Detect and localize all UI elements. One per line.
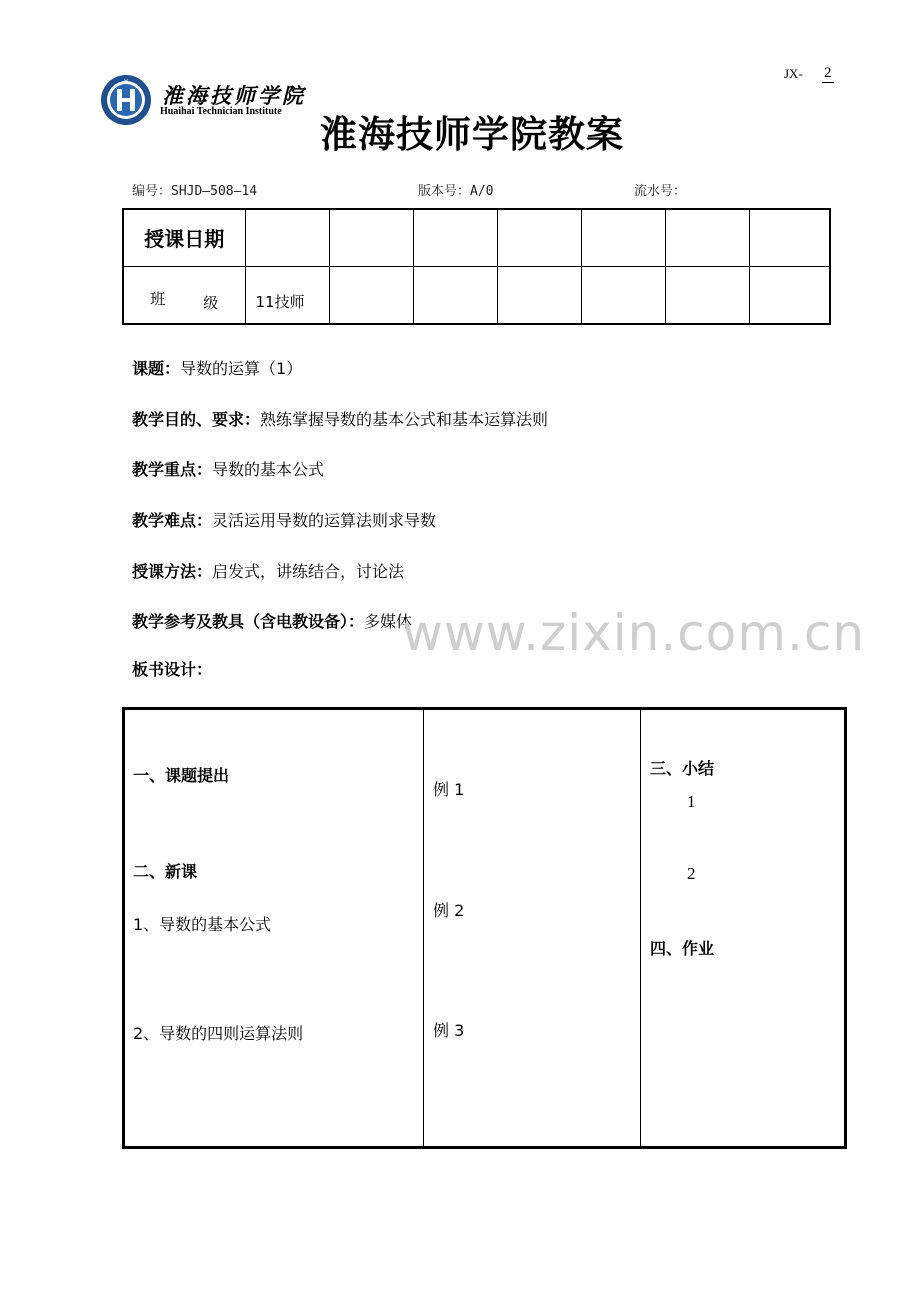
board-summary-item-1: 1 bbox=[687, 792, 696, 811]
board-design-table bbox=[122, 707, 847, 1149]
board-example-3: 例 3 bbox=[433, 1021, 465, 1040]
goal-line bbox=[132, 407, 548, 430]
key-point-label: 教学重点： bbox=[132, 460, 213, 479]
column-divider bbox=[640, 710, 641, 1146]
class-cell bbox=[329, 266, 413, 323]
method-label: 授课方法： bbox=[132, 562, 213, 581]
doc-version: 版本号：A/0 bbox=[418, 184, 494, 199]
logo-name-cn: 淮海技师学院 bbox=[162, 83, 306, 108]
date-cell bbox=[665, 210, 749, 266]
reference-value: 多媒体 bbox=[364, 612, 413, 631]
difficulty-line bbox=[132, 508, 436, 531]
logo-name-en: Huaihai Technician Institute bbox=[160, 106, 282, 117]
board-item-basic-formulas: 1、导数的基本公式 bbox=[133, 915, 272, 934]
board-example-1: 例 1 bbox=[433, 780, 465, 799]
board-heading-new-lesson: 二、新课 bbox=[133, 862, 198, 881]
goal-value: 熟练掌握导数的基本公式和基本运算法则 bbox=[260, 410, 549, 429]
key-point-value: 导数的基本公式 bbox=[212, 460, 325, 479]
date-cell bbox=[329, 210, 413, 266]
class-cell bbox=[413, 266, 497, 323]
date-cell bbox=[581, 210, 665, 266]
board-heading-homework: 四、作业 bbox=[650, 939, 715, 958]
page-number: 2 bbox=[824, 65, 832, 81]
board-design-line bbox=[132, 657, 212, 680]
topic-line bbox=[132, 356, 302, 379]
board-example-2: 例 2 bbox=[433, 901, 465, 920]
reference-label: 教学参考及教具（含电教设备）： bbox=[132, 612, 365, 631]
page-code-prefix: JX- bbox=[784, 66, 803, 81]
date-cell bbox=[497, 210, 581, 266]
class-label-cell bbox=[124, 266, 245, 323]
date-label-cell: 授课日期 bbox=[124, 210, 245, 266]
method-value: 启发式，讲练结合，讨论法 bbox=[212, 562, 405, 581]
key-point-line bbox=[132, 457, 324, 480]
class-label-part: 班 bbox=[150, 290, 166, 309]
board-heading-summary: 三、小结 bbox=[650, 759, 715, 778]
date-cell bbox=[749, 210, 829, 266]
class-cell bbox=[749, 266, 829, 323]
method-line bbox=[132, 559, 404, 582]
topic-value: 导数的运算（1） bbox=[180, 359, 303, 378]
board-item-arithmetic-rules: 2、导数的四则运算法则 bbox=[133, 1024, 304, 1043]
difficulty-label: 教学难点： bbox=[132, 511, 213, 530]
class-value-cell: 11技师 bbox=[245, 266, 329, 323]
board-summary-item-2: 2 bbox=[687, 864, 696, 883]
class-cell bbox=[665, 266, 749, 323]
class-cell bbox=[497, 266, 581, 323]
difficulty-value: 灵活运用导数的运算法则求导数 bbox=[212, 511, 437, 530]
date-cell bbox=[245, 210, 329, 266]
class-label-part: 级 bbox=[203, 294, 219, 313]
column-divider bbox=[423, 710, 424, 1146]
page-title: 淮海技师学院教案 bbox=[320, 113, 624, 156]
watermark: www.zixin.com.cn bbox=[402, 604, 866, 662]
doc-flow-number: 流水号： bbox=[634, 184, 687, 199]
institute-logo-icon bbox=[100, 74, 152, 126]
board-design-label: 板书设计： bbox=[132, 660, 213, 679]
logo-letter: H bbox=[124, 79, 128, 85]
date-cell bbox=[413, 210, 497, 266]
doc-code: 编号：SHJD—508—14 bbox=[132, 184, 258, 199]
topic-label: 课题： bbox=[132, 359, 181, 378]
reference-line bbox=[132, 609, 412, 632]
class-cell bbox=[581, 266, 665, 323]
schedule-table bbox=[122, 208, 831, 325]
board-heading-topic: 一、课题提出 bbox=[133, 766, 230, 785]
goal-label: 教学目的、要求： bbox=[132, 410, 261, 429]
